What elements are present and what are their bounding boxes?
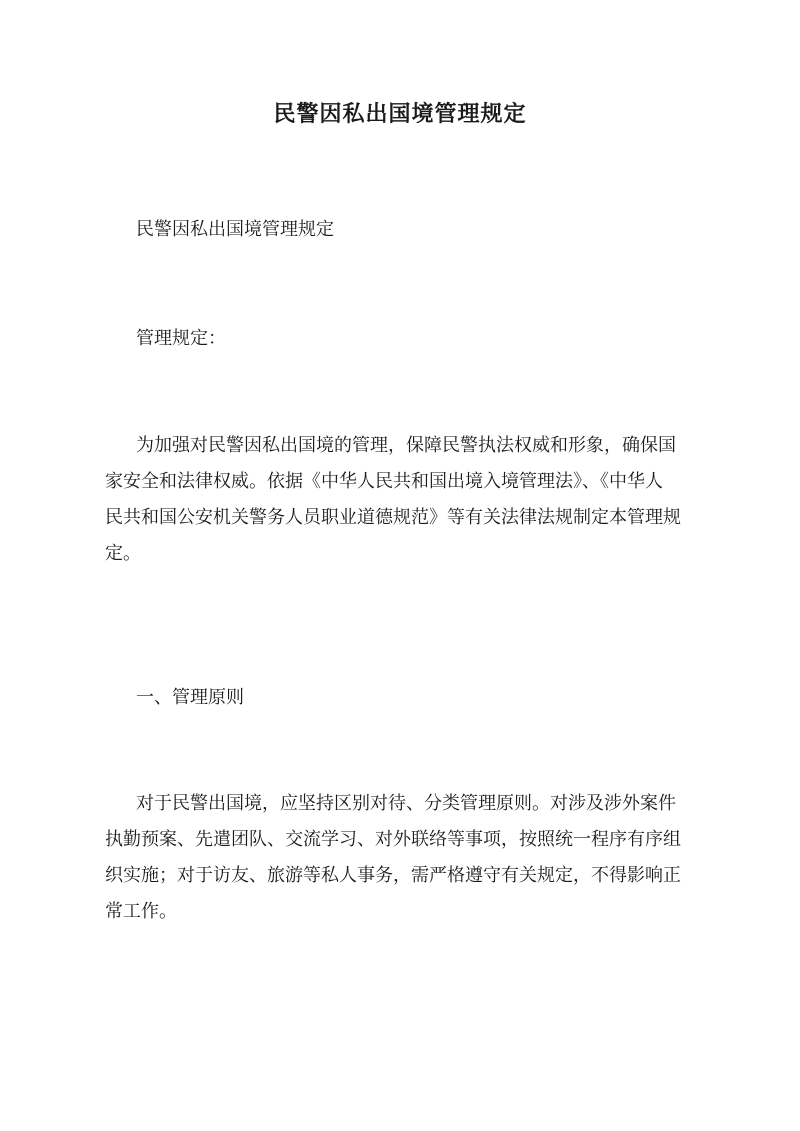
intro-line: 民共和国公安机关警务人员职业道德规范》等有关法律法规制定本管理规	[105, 507, 681, 528]
intro-line: 家安全和法律权威。依据《中华人民共和国出境入境管理法》、《中华人	[105, 471, 663, 492]
principle-line: 织实施；对于访友、旅游等私人事务，需严格遵守有关规定，不得影响正	[105, 865, 681, 886]
intro-paragraph	[105, 428, 686, 572]
principles-paragraph	[105, 786, 686, 930]
section-label: 管理规定：	[136, 328, 226, 349]
intro-line: 为加强对民警因私出国境的管理，保障民警执法权威和形象，确保国	[136, 435, 676, 456]
principle-line: 执勤预案、先遣团队、交流学习、对外联络等事项，按照统一程序有序组	[105, 829, 681, 850]
intro-line: 定。	[105, 543, 141, 564]
document-title: 民警因私出国境管理规定	[273, 101, 527, 127]
principle-line: 对于民警出国境，应坚持区别对待、分类管理原则。对涉及涉外案件	[136, 793, 676, 814]
heading-principles: 一、管理原则	[136, 687, 244, 708]
principle-line: 常工作。	[105, 901, 177, 922]
document-subtitle: 民警因私出国境管理规定	[136, 219, 334, 240]
